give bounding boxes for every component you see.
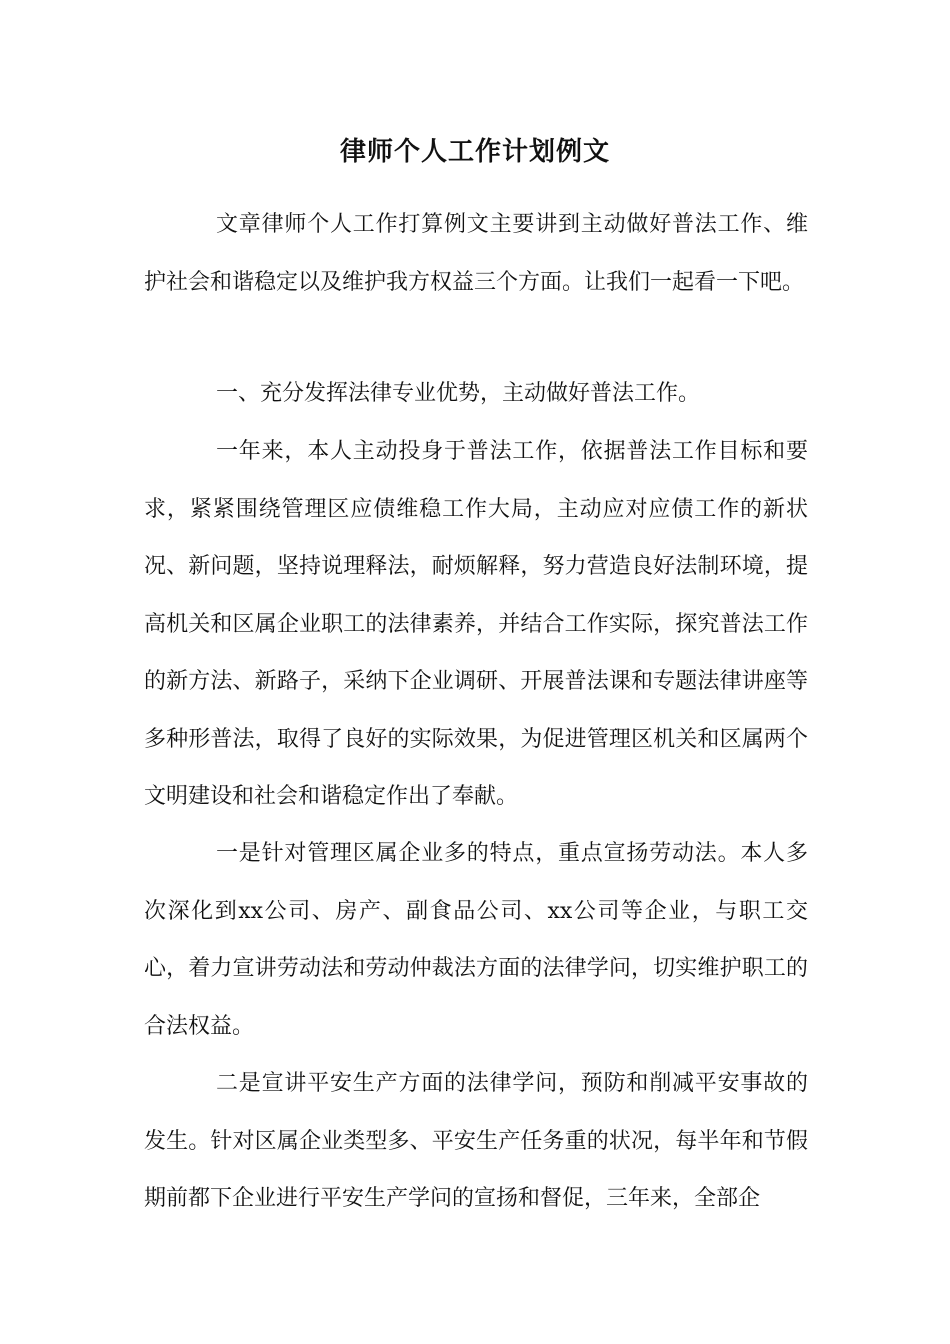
body-paragraph	[144, 1055, 808, 1228]
paragraph-text: 文章律师个人工作打算例文主要讲到主动做好普法工作、维护社会和谐稳定以及维护我方权益三个方面。让我们一起看一下吧。	[144, 212, 808, 295]
document-title: 律师个人工作计划例文	[339, 137, 610, 167]
paragraph-text: 一是针对管理区属企业多的特点，重点宣扬劳动法。本人多次深化到xx公司、房产、副食品公司、xx公司等企业，与职工交心，着力宣讲劳动法和劳动仲裁法方面的法律学问，切实维护职工的合法权益。	[144, 841, 808, 1039]
body-paragraph	[144, 825, 808, 1055]
paragraph-text: 一年来，本人主动投身于普法工作，依据普法工作目标和要求，紧紧围绕管理区应债维稳工作大局，主动应对应债工作的新状况、新问题，坚持说理释法，耐烦解释，努力营造良好法制环境，提高机关和区属企业职工的法律素养，并结合工作实际，探究普法工作的新方法、新路子，采纳下企业调研、开展普法课和专题法律讲座等多种形普法，取得了良好的实际效果，为促进管理区机关和区属两个文明建设和社会和谐稳定作出了奉献。	[144, 439, 808, 809]
intro-paragraph	[144, 196, 808, 311]
section-heading-text: 一、充分发挥法律专业优势，主动做好普法工作。	[216, 381, 701, 406]
section-heading	[144, 365, 808, 423]
paragraph-text: 二是宣讲平安生产方面的法律学问，预防和削减平安事故的发生。针对区属企业类型多、平安生产任务重的状况，每半年和节假期前都下企业进行平安生产学问的宣扬和督促，三年来，全部企	[144, 1071, 808, 1211]
body-paragraph	[144, 423, 808, 826]
